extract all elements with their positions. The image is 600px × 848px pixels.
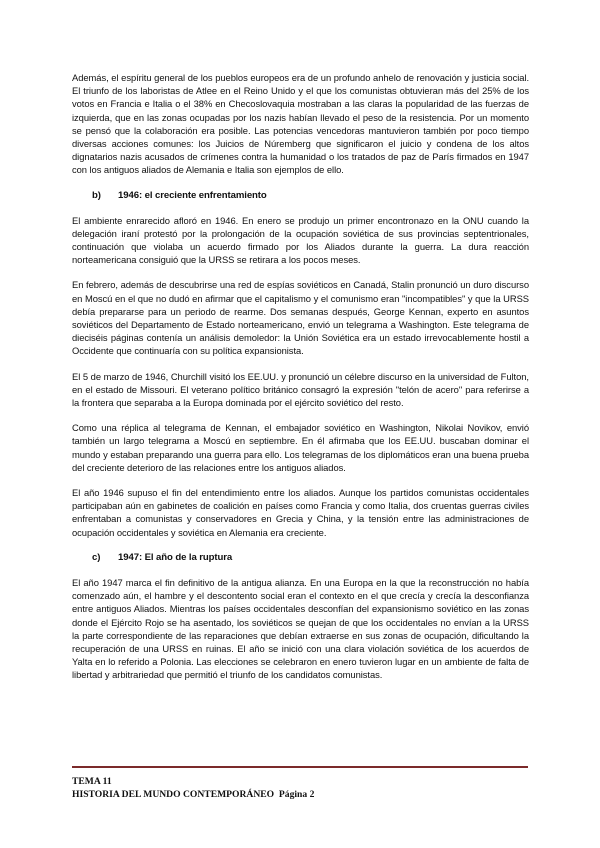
page-number: Página 2 bbox=[278, 789, 315, 800]
section-title: 1947: El año de la ruptura bbox=[118, 551, 233, 563]
footer-rule bbox=[72, 766, 528, 768]
section-heading-c bbox=[72, 551, 529, 564]
paragraph: Además, el espíritu general de los pueblos europeos era de un profundo anhelo de renovación y justicia social. El triunfo de los laboristas de Atlee en el Reino Unido y el que los comunistas obtuvieran más del 25% de los votos en Francia e Italia o el 38% en Checoslovaquia mostraban a las claras la popularidad de las fuerzas de izquierda, que en las zonas ocupadas por los nazis habían llevado el peso de la resistencia. Por un momento se pensó que la colaboración era posible. Las potencias vencedoras mantuvieron también por poco tiempo diversas acciones comunes: los Juicios de Núremberg que significaron el juicio y condena de los altos dignatarios nazis acusados de crímenes contra la humanidad o los tratados de paz de París firmados en 1947 con los antiguos aliados de Alemania e Italia son ejemplos de ello. bbox=[72, 72, 529, 176]
footer-course: HISTORIA DEL MUNDO CONTEMPORÁNEO bbox=[72, 789, 275, 800]
section-title: 1946: el creciente enfrentamiento bbox=[118, 189, 267, 201]
paragraph: El año 1946 supuso el fin del entendimiento entre los aliados. Aunque los partidos comunistas occidentales participaban aún en gabinetes de coalición en países como Francia y como Italia, dos cruentas guerras civiles enfrentaban a comunistas y conservadores en Grecia y China, y la tensión entre las administraciones de ocupación occidentales y soviética en Alemania era creciente. bbox=[72, 487, 529, 538]
paragraph: El 5 de marzo de 1946, Churchill visitó los EE.UU. y pronunció un célebre discurso en la universidad de Fulton, en el estado de Missouri. El veterano político británico consagró la expresión "telón de acero" para referirse a la frontera que separaba a la Europa dominada por el ejército soviético del resto. bbox=[72, 370, 529, 409]
section-heading-b bbox=[72, 189, 529, 202]
paragraph: El ambiente enrarecido afloró en 1946. En enero se produjo un primer encontronazo en la ONU cuando la delegación iraní protestó por la prolongación de la ocupación soviética de sus provincias septentrionales, continuación que violaba un acuerdo firmado por los Aliados durante la guerra. La dura reacción norteamericana consiguió que la URSS se retirara a los pocos meses. bbox=[72, 214, 529, 266]
section-label: c) bbox=[92, 551, 101, 563]
paragraph: Como una réplica al telegrama de Kennan, el embajador soviético en Washington, Nikolai Novikov, envió también un largo telegrama a Moscú en septiembre. En él afirmaba que los EE.UU. buscaban dominar el mundo y estaban preparando una guerra para ello. Los telegramas de los diplomáticos eran una buena prueba del creciente deterioro de las relaciones entre los antiguos aliados. bbox=[72, 422, 529, 473]
page-footer bbox=[72, 775, 314, 801]
section-label: b) bbox=[92, 189, 101, 201]
paragraph: El año 1947 marca el fin definitivo de la antigua alianza. En una Europa en la que la reconstrucción no había comenzado aún, el hambre y el descontento social eran el contexto en el que crecía y crecía la desconfianza entre antiguos Aliados. Mientras los países occidentales desconfían del expansionismo soviético en las zonas donde el Ejército Rojo se ha asentado, los soviéticos se quejan de que los occidentales no envían a la URSS la parte correspondiente de las reparaciones que debían extraerse en sus zonas de ocupación, dificultando la recuperación de una URSS en ruinas. El año se inició con una clara violación soviética de los acuerdos de Yalta en lo referido a Polonia. Las elecciones se celebraron en enero tuvieron lugar en un ambiente de falta de libertad y arbitrariedad que permitió el triunfo de los candidatos comunistas. bbox=[72, 576, 529, 681]
footer-topic: TEMA 11 bbox=[72, 776, 112, 787]
footer-course-line bbox=[72, 788, 314, 801]
paragraph: En febrero, además de descubrirse una red de espías soviéticos en Canadá, Stalin pronunció un duro discurso en Moscú en el que no dudó en afirmar que el capitalismo y el comunismo eran "incompatibles" y que la URSS debía prepararse para un periodo de rearme. Dos semanas después, George Kennan, experto en asuntos soviéticos del Departamento de Estado norteamericano, envió un telegrama a Washington. Este telegrama de dieciséis páginas contenía un análisis demoledor: la Unión Soviética era un estado irrevocablemente hostil a Occidente que continuaría con su política expansionista. bbox=[72, 279, 529, 357]
document-body bbox=[72, 71, 529, 682]
